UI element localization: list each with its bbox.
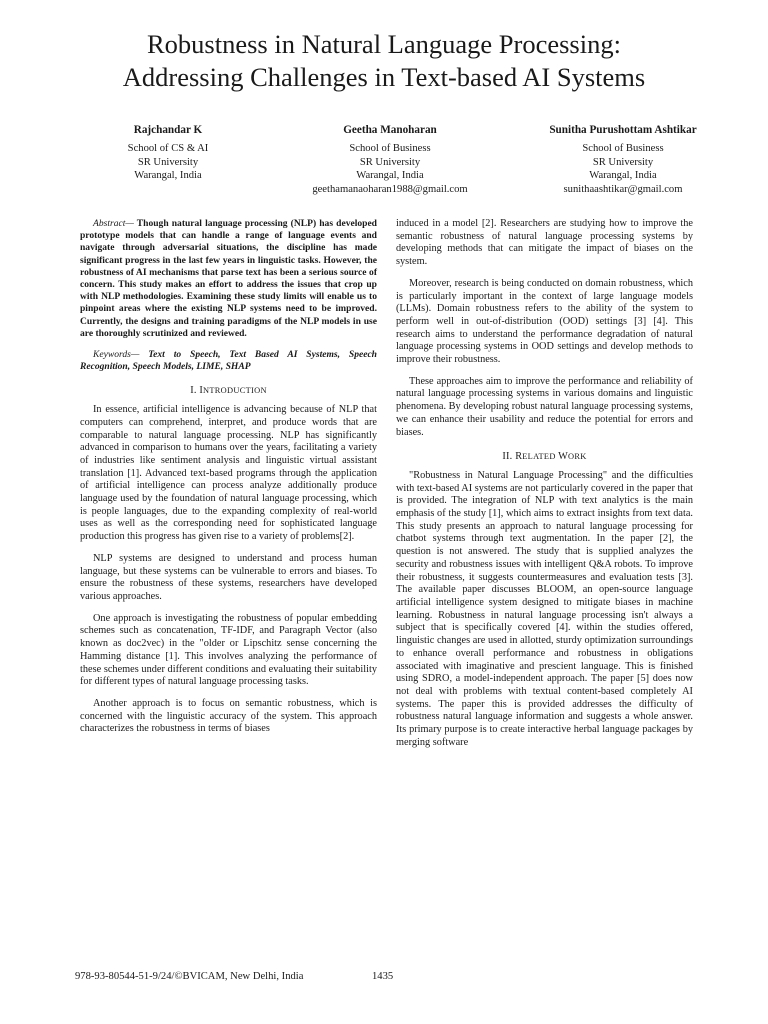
keywords-text: Text to Speech, Text Based AI Systems, Speech Recognition, Speech Models, LIME, SHAP bbox=[80, 349, 377, 373]
right-column bbox=[396, 218, 693, 758]
paper-title bbox=[40, 28, 728, 94]
domain-robustness-paragraph: Moreover, research is being conducted on domain robustness, which is particularly important in the context of large language models (LLMs). Domain robustness refers to the ability of the system to perform well in out-of-distribution (OOD) settings [3] [4]. This research aims to understand the performance degradation of natural language processing systems in OOD settings and develop methods to improve their robustness. bbox=[396, 277, 693, 366]
heading-rest: ELATED bbox=[522, 452, 559, 462]
heading-rest: ORK bbox=[568, 452, 587, 462]
abstract-lead: Abstract— bbox=[93, 218, 134, 229]
keywords bbox=[80, 349, 377, 373]
intro-paragraph-1: In essence, artificial intelligence is advancing because of NLP that computers can comprehend, interpret, and produce words that are comparable to natural language processing. NLP has significantly advanced in comparison to humans over the years, facilitating a variety of industries like sentiment analysis and linguistic virtual assistant translation [1]. Advanced text-based programs through the application of artificial intelligence can process analyze additionally produce language used by the foundation of natural language processing, which is people languages, due to the expanding complexity of real-world uses as well as the corresponding need for sophisticated language production this progress has given rise to a variety of problems[2]. bbox=[80, 404, 377, 543]
left-column bbox=[80, 218, 377, 745]
author-name: Sunitha Purushottam Ashtikar bbox=[549, 124, 697, 136]
heading-initial: R bbox=[515, 451, 523, 463]
author-3 bbox=[526, 124, 720, 196]
author-email: sunithaashtikar@gmail.com bbox=[563, 183, 683, 195]
author-2 bbox=[270, 124, 510, 196]
author-block bbox=[80, 124, 720, 204]
section-numeral: I. bbox=[190, 385, 200, 397]
section-heading-related-work bbox=[396, 451, 693, 464]
author-university: SR University bbox=[359, 156, 421, 168]
footer-isbn: 978-93-80544-51-9/24/©BVICAM, New Delhi, India bbox=[75, 971, 304, 982]
heading-initial: W bbox=[558, 451, 569, 463]
author-name: Geetha Manoharan bbox=[343, 124, 437, 136]
author-affiliation: School of CS & AI bbox=[127, 143, 209, 155]
author-location: Warangal, India bbox=[356, 170, 424, 182]
author-email: geethamanaoharan1988@gmail.com bbox=[312, 183, 468, 195]
intro-paragraph-3: One approach is investigating the robustness of popular embedding schemes such as concatenation, TF-IDF, and Paragraph Vector (also known as doc2vec) in the "older or Lipschitz sense concerning the Hamming distance [1]. This involves analyzing the performance of these schemes under different conditions and evaluating their suitability for different types of natural language processing tasks. bbox=[80, 612, 377, 688]
title-line-1: Robustness in Natural Language Processing: bbox=[147, 29, 621, 59]
title-line-2: Addressing Challenges in Text-based AI Systems bbox=[122, 62, 646, 92]
author-location: Warangal, India bbox=[134, 170, 202, 182]
page-number: 1435 bbox=[372, 971, 394, 982]
author-location: Warangal, India bbox=[589, 170, 657, 182]
author-1 bbox=[82, 124, 254, 183]
author-affiliation: School of Business bbox=[582, 143, 664, 155]
intro-paragraph-4: Another approach is to focus on semantic robustness, which is concerned with the linguistic accuracy of the system. This approach characterizes the robustness in terms of biases bbox=[80, 697, 377, 735]
heading-rest: NTRODUCTION bbox=[203, 386, 267, 396]
author-name: Rajchandar K bbox=[133, 124, 203, 136]
section-heading-introduction bbox=[80, 385, 377, 398]
section-numeral: II. bbox=[502, 451, 516, 463]
intro-paragraph-2: NLP systems are designed to understand and process human language, but these systems can be vulnerable to errors and biases. To ensure the robustness of these systems, researchers have developed various approaches. bbox=[80, 552, 377, 602]
abstract-text: Though natural language processing (NLP) has developed prototype models that can handle a range of language events and navigate through adversarial situations, the discipline has made significant progress in the last few years in linguistic tasks. However, the robustness of AI mechanisms that parse text has been a serious source of concern. This study makes an effort to address the issues that crop up with NLP methodologies. Examining these study limits will enable us to pinpoint areas where the existing NLP systems need to be improved. Currently, the designs and training paradigms of the NLP models in use are thoroughly scrutinized and reviewed. bbox=[80, 218, 377, 339]
keywords-lead: Keywords— bbox=[93, 349, 140, 361]
continued-paragraph: induced in a model [2]. Researchers are studying how to improve the semantic robustness of natural language processing systems by developing methods that can mitigate the impact of biases on the system. bbox=[396, 218, 693, 268]
author-affiliation: School of Business bbox=[349, 143, 431, 155]
author-university: SR University bbox=[137, 156, 199, 168]
heading-initial: I bbox=[199, 385, 204, 397]
author-university: SR University bbox=[592, 156, 654, 168]
abstract bbox=[80, 218, 377, 340]
related-work-paragraph: "Robustness in Natural Language Processing" and the difficulties with text-based AI systems are not particularly covered in the paper that is provided. The integration of NLP with text analytics is the main emphasis of the study [1], which aims to extract insights from text data. This study presents an approach to natural language processing for chatbot systems through text augmentation. In the paper [2], the question is not answered. The study that is supplied analyzes the security and robustness issues with intelligent Q&A robots. To improve their robustness, it suggests countermeasures and evaluation tests [3]. The available paper discusses BLOOM, an open-source language artificial intelligence system designed to mitigate biases in machine learning. Robustness in natural language processing isn't always a subject that is specifically covered [4]. within the studies offered, linguistic changes are used in allotted, sturdy optimization surroundings to enhance overall performance and robustness in obligations associated with imaginative and prescient language. This is finished using SDRO, a model-independent approach. The paper [5] does now not deal with problems with textual content-based completely AI systems. The paper this is provided addresses the difficulty of robustness natural language information and suggests a whole answer. Its primary purpose is to create interactive herbal language packages by merging software bbox=[396, 469, 693, 748]
approaches-paragraph: These approaches aim to improve the performance and reliability of natural language processing systems in various domains and linguistic phenomena. By developing robust natural language processing systems, we can enhance their usability and reduce the potential for errors and biases. bbox=[396, 375, 693, 438]
